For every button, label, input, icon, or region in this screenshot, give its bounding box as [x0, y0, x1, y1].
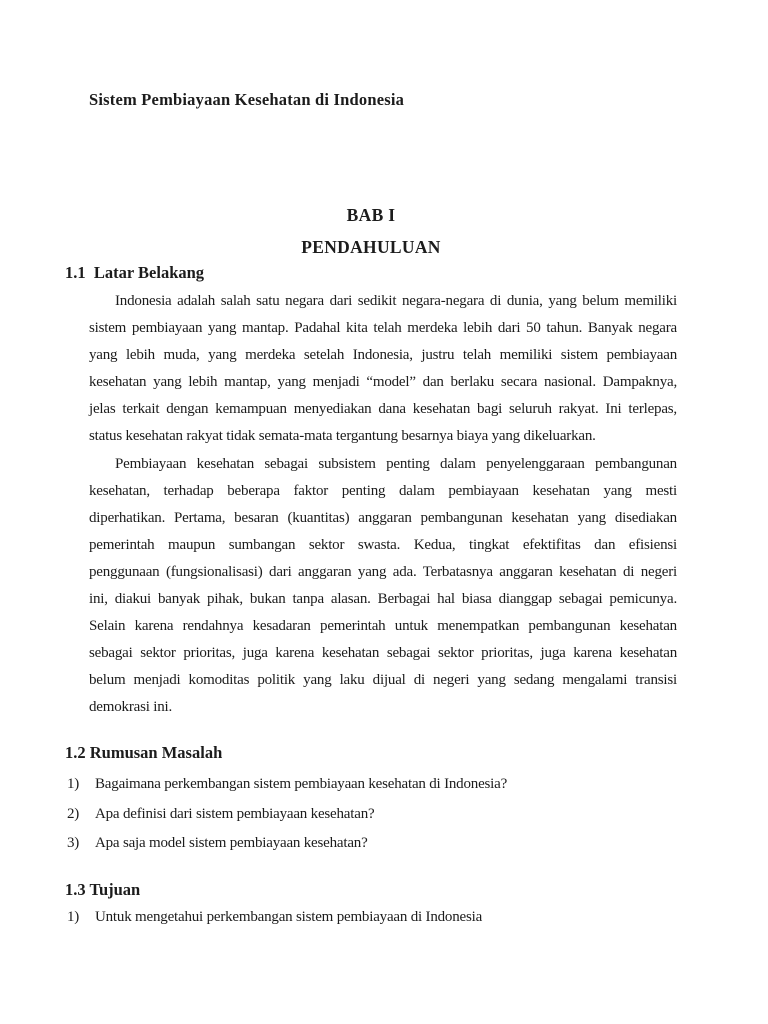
chapter-heading-block [65, 199, 677, 263]
document-title: Sistem Pembiayaan Kesehatan di Indonesia [89, 90, 405, 109]
list-item-text: Apa saja model sistem pembiayaan kesehatan? [95, 835, 368, 851]
list-item [67, 829, 677, 859]
paragraph-line: diperhatikan. Pertama, besaran (kuantitas) anggaran pembangunan kesehatan yang disediakan [89, 510, 677, 526]
paragraph-line: Selain karena rendahnya kesadaran pemerintah untuk menempatkan pembangunan kesehatan [89, 618, 677, 634]
list-item-text: Apa definisi dari sistem pembiayaan kesehatan? [95, 805, 375, 822]
list-item-text: Bagaimana perkembangan sistem pembiayaan kesehatan di Indonesia? [95, 776, 508, 792]
paragraph-line: pemerintah maupun sumbangan sektor swasta. Kedua, tingkat efektifitas dan efisiensi [89, 537, 677, 553]
paragraph-line: yang lebih muda, yang merdeka setelah Indonesia, justru telah memiliki sistem pembiayaan [89, 347, 677, 363]
paragraph-line: Pembiayaan kesehatan sebagai subsistem penting dalam penyelenggaraan pembangunan [115, 456, 677, 472]
tujuan-list [67, 903, 677, 933]
list-item-marker: 1) [67, 909, 80, 925]
rumusan-masalah-list [67, 770, 677, 859]
paragraph-line: sebagai sektor prioritas, juga karena kesehatan sebagai sektor prioritas, juga karena kesehatan [89, 645, 677, 661]
list-item-marker: 3) [67, 835, 80, 851]
chapter-title: PENDAHULUAN [301, 237, 441, 257]
paragraph-line: kesehatan, terhadap beberapa faktor penting dalam pembiayaan kesehatan yang mesti [89, 483, 677, 499]
list-item-marker: 1) [67, 776, 80, 792]
section-heading-1-2: 1.2 Rumusan Masalah [65, 743, 223, 762]
paragraph-line: demokrasi ini. [89, 699, 173, 715]
list-item [67, 903, 677, 933]
chapter-number: BAB I [346, 205, 396, 225]
section-heading-1-3: 1.3 Tujuan [65, 880, 141, 899]
paragraph-line: kesehatan yang lebih mantap, yang menjadi “model” dan berlaku secara nasional. Dampaknya, [89, 374, 677, 390]
paragraph-line: ini, diakui banyak pihak, bukan tanpa alasan. Berbagai hal biasa dianggap sebagai pemicunya. [89, 591, 677, 607]
paragraph-line: penggunaan (fungsionalisasi) dari anggaran yang ada. Terbatasnya anggaran kesehatan di negeri [89, 564, 677, 580]
paragraph-line: sistem pembiayaan yang mantap. Padahal kita telah merdeka lebih dari 50 tahun. Banyak negara [89, 320, 677, 336]
paragraph-line: status kesehatan rakyat tidak semata-mata tergantung besarnya biaya yang dikeluarkan. [89, 428, 596, 444]
paragraph-line: jelas terkait dengan kemampuan menyediakan dana kesehatan bagi seluruh rakyat. Ini terlepas, [89, 401, 677, 417]
list-item-marker: 2) [67, 805, 80, 822]
list-item [67, 800, 677, 830]
section-heading-1-1: 1.1 Latar Belakang [65, 263, 205, 282]
list-item-text: Untuk mengetahui perkembangan sistem pembiayaan di Indonesia [95, 909, 483, 925]
paragraph-line: belum menjadi komoditas politik yang laku dijual di negeri yang sedang mengalami transisi [89, 672, 677, 688]
paragraph-1 [89, 288, 677, 450]
paragraph-2 [89, 451, 677, 721]
paragraph-line: Indonesia adalah salah satu negara dari sedikit negara-negara di dunia, yang belum memiliki [115, 293, 677, 309]
list-item [67, 770, 677, 800]
